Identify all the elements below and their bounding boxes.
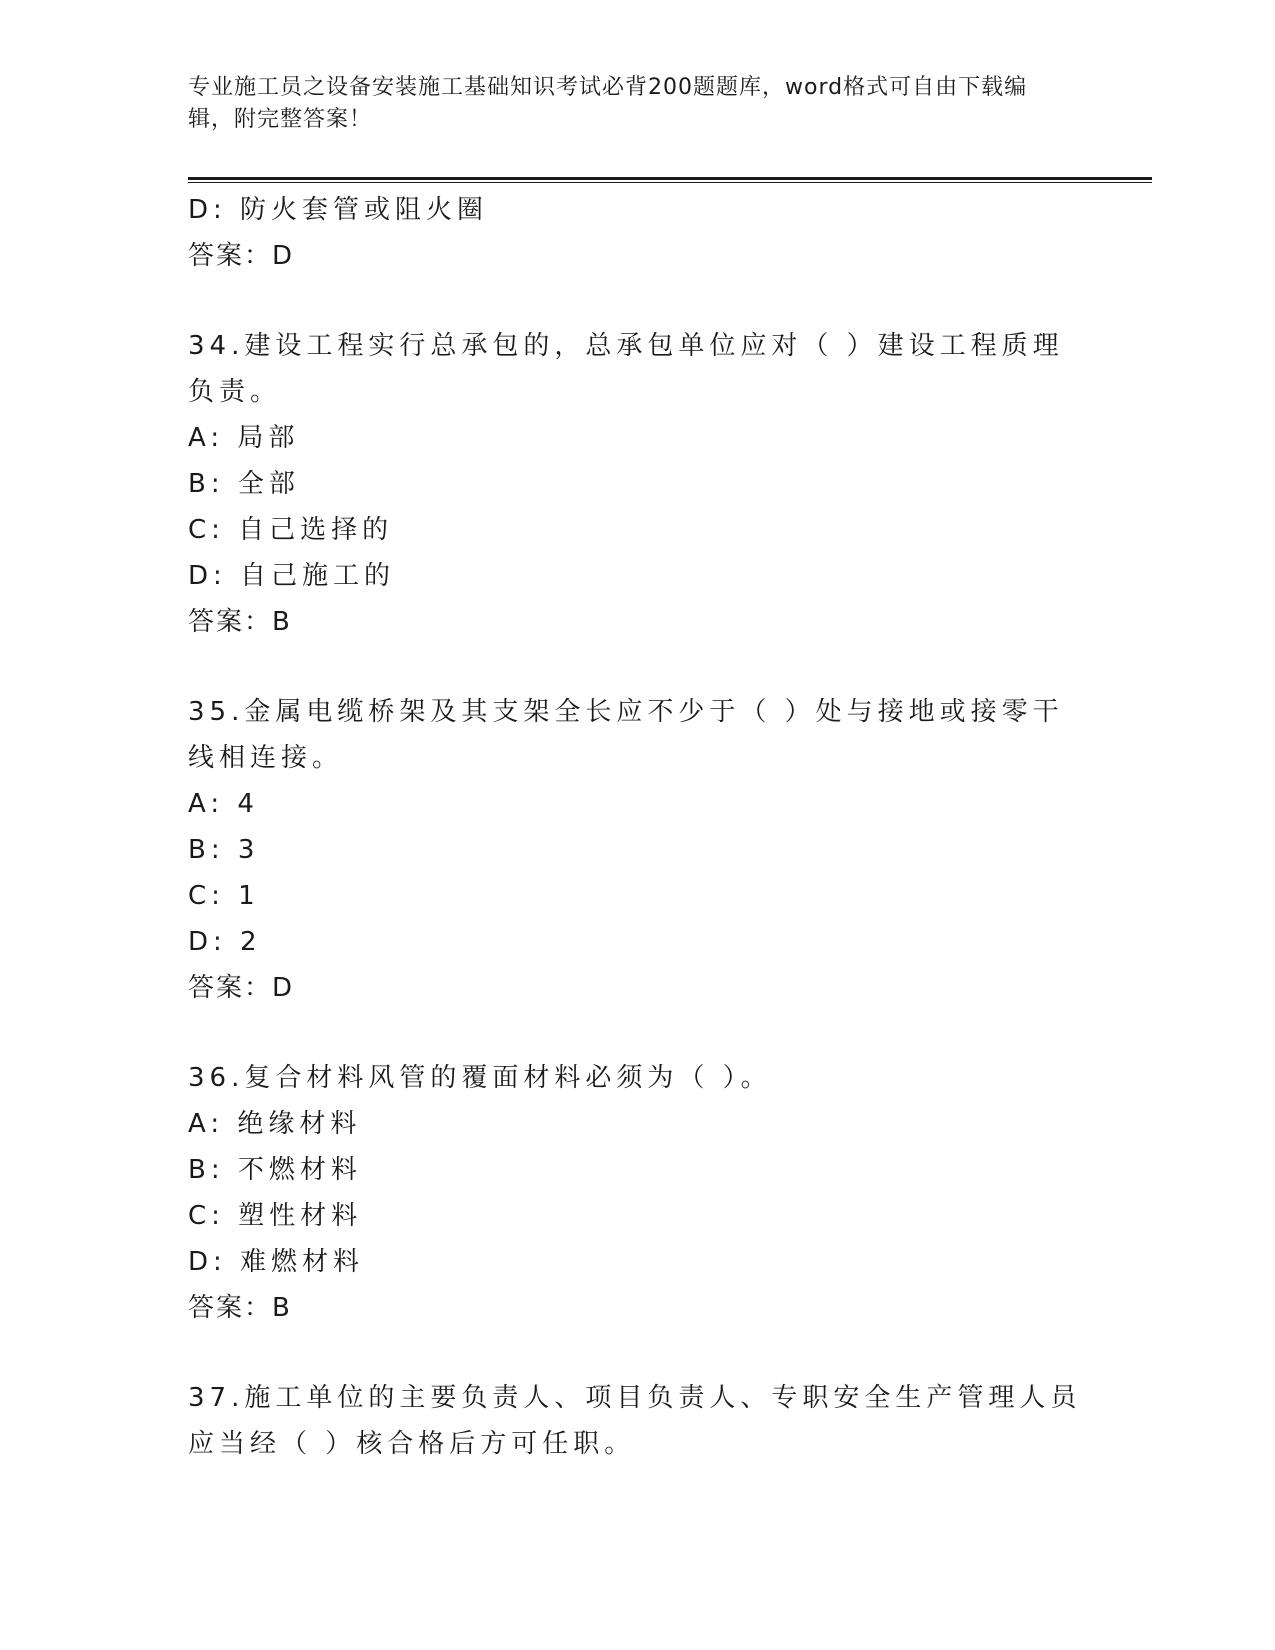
spacer xyxy=(188,279,1088,323)
option-d: D: 防火套管或阻火圈 xyxy=(188,195,489,225)
option-d: D: 自己施工的 xyxy=(188,561,396,591)
question-stem: 35.金属电缆桥架及其支架全长应不少于（ ）处与接地或接零干线相连接。 xyxy=(188,697,1064,773)
document-header: 专业施工员之设备安装施工基础知识考试必背200题题库，word格式可自由下载编辑，附完整答案！ xyxy=(188,75,1028,132)
question-block-36 xyxy=(188,1055,1088,1331)
option-b: B: 不燃材料 xyxy=(188,1155,362,1185)
option-d: D: 难燃材料 xyxy=(188,1247,365,1277)
header-divider-thin xyxy=(188,182,1152,183)
option-c: C: 塑性材料 xyxy=(188,1201,363,1231)
answer-line: 答案：D xyxy=(188,241,295,271)
option-c: C: 1 xyxy=(188,881,260,911)
option-a: A: 局部 xyxy=(188,423,300,453)
spacer xyxy=(188,645,1088,689)
option-b: B: 全部 xyxy=(188,469,300,499)
option-d: D: 2 xyxy=(188,927,262,957)
spacer xyxy=(188,1331,1088,1375)
answer-line: 答案：B xyxy=(188,1293,292,1323)
header-divider-thick xyxy=(188,177,1152,180)
question-stem: 36.复合材料风管的覆面材料必须为（ ）。 xyxy=(188,1063,772,1093)
question-stem: 34.建设工程实行总承包的，总承包单位应对（ ）建设工程质理负责。 xyxy=(188,331,1064,407)
answer-line: 答案：B xyxy=(188,607,292,637)
option-a: A: 绝缘材料 xyxy=(188,1109,362,1139)
question-block-35 xyxy=(188,689,1088,1011)
answer-line: 答案：D xyxy=(188,973,295,1003)
option-a: A: 4 xyxy=(188,789,259,819)
question-block-34 xyxy=(188,323,1088,645)
question-block-33 xyxy=(188,187,1088,279)
question-list xyxy=(188,187,1088,1467)
question-block-37 xyxy=(188,1375,1088,1467)
option-b: B: 3 xyxy=(188,835,260,865)
option-c: C: 自己选择的 xyxy=(188,515,394,545)
spacer xyxy=(188,1011,1088,1055)
question-stem: 37.施工单位的主要负责人、项目负责人、专职安全生产管理人员应当经（ ）核合格后方可任职。 xyxy=(188,1383,1082,1459)
